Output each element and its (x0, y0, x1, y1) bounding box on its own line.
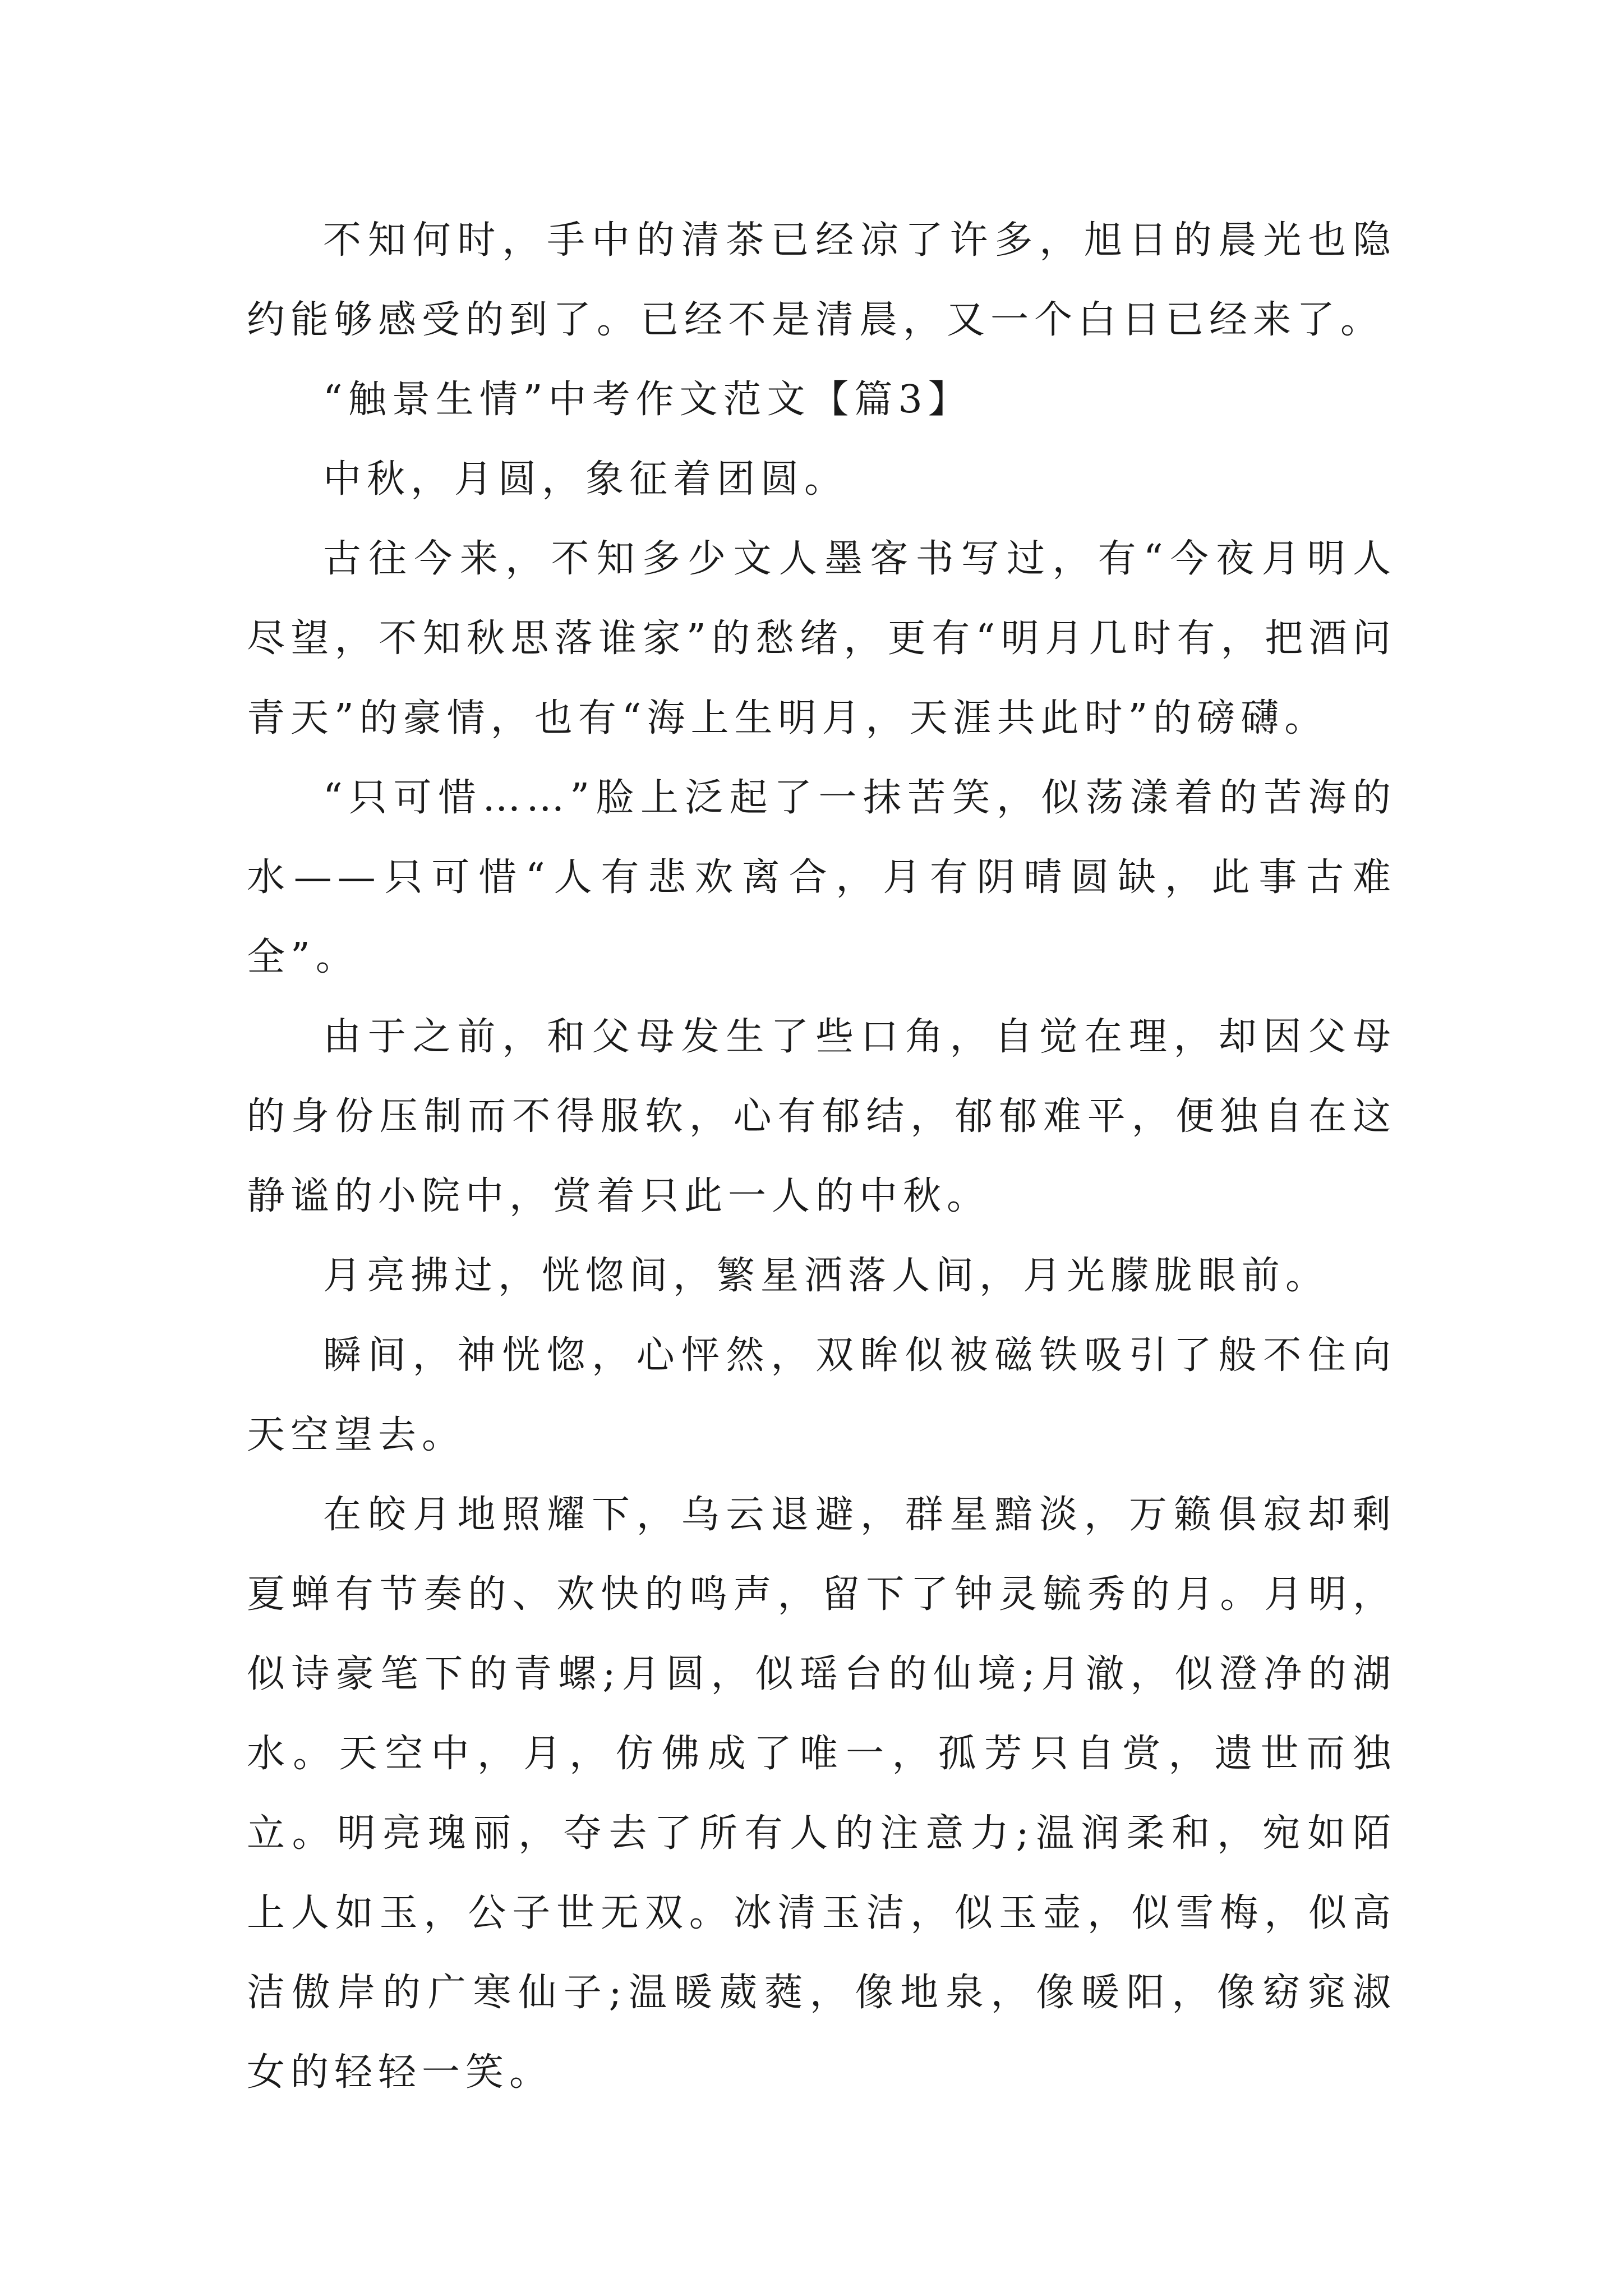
paragraph: 瞬间，神恍惚，心怦然，双眸似被磁铁吸引了般不住向天空望去。 (247, 1333, 1396, 1457)
paragraph: 月亮拂过，恍惚间，繁星洒落人间，月光朦胧眼前。 (323, 1254, 1330, 1298)
paragraph: 在皎月地照耀下，乌云退避，群星黯淡，万籁俱寂却剩夏蝉有节奏的、欢快的鸣声，留下了钟灵毓秀的月。月明，似诗豪笔下的青螺;月圆，似瑶台的仙境;月澈，似澄净的湖水。天空中，月，仿佛成了唯一，孤芳只自赏，遗世而独立。明亮瑰丽，夺去了所有人的注意力;温润柔和，宛如陌上人如玉，公子世无双。冰清玉洁，似玉壶，似雪梅，似高洁傲岸的广寒仙子;温暖葳蕤，像地泉，像暖阳，像窈窕淑女的轻轻一笑。 (247, 1493, 1396, 2095)
paragraph: “只可惜……”脸上泛起了一抹苦笑，似荡漾着的苦海的水——只可惜“人有悲欢离合，月有阴晴圆缺，此事古难全”。 (247, 776, 1396, 979)
paragraph: 中秋，月圆，象征着团圆。 (323, 457, 849, 501)
paragraph: 古往今来，不知多少文人墨客书写过，有“今夜月明人尽望，不知秋思落谁家”的愁绪，更有“明月几时有，把酒问青天”的豪情，也有“海上生明月，天涯共此时”的磅礴。 (247, 537, 1396, 740)
document-body (247, 201, 1396, 2113)
section-heading: “触景生情”中考作文范文【篇3】 (323, 378, 972, 422)
paragraph: 由于之前，和父母发生了些口角，自觉在理，却因父母的身份压制而不得服软，心有郁结，郁郁难平，便独自在这静谧的小院中，赏着只此一人的中秋。 (247, 1015, 1396, 1218)
paragraph: 不知何时，手中的清茶已经凉了许多，旭日的晨光也隐约能够感受的到了。已经不是清晨，又一个白日已经来了。 (247, 218, 1396, 342)
